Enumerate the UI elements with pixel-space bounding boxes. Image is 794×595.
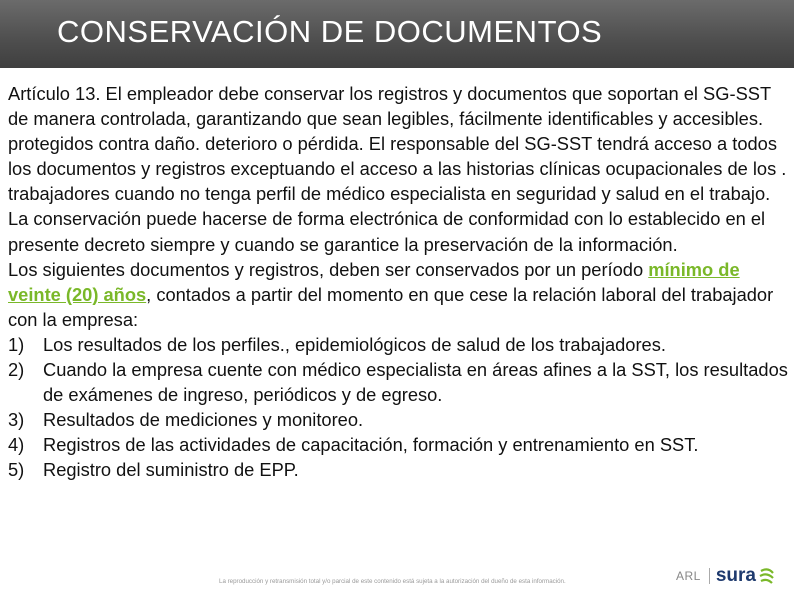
list-item (8, 407, 788, 432)
paragraph-article-13: Artículo 13. El empleador debe conservar los registros y documentos que soportan el SG-SST de manera controlada, garantizando que sean legibles, fácilmente identificables y accesibles. protegidos contra daño. deterioro o pérdida. El responsable del SG-SST tendrá acceso a todos los documentos y registros exceptuando el acceso a las historias clínicas ocupacionales de los . trabajadores cuando no tenga perfil de médico especialista en seguridad y salud en el trabajo. (8, 83, 787, 205)
retention-outro: , contados a partir del momento en que cese la relación laboral del trabajador con la empresa: (8, 283, 774, 330)
list-item (8, 432, 788, 457)
retention-intro: Los siguientes documentos y registros, deben ser conservados por un período (8, 258, 649, 280)
list-item-number: 3) (8, 409, 25, 431)
list-item-text: Cuando la empresa cuente con médico especialista en áreas afines a la SST, los resultados de exámenes de ingreso, periódicos y de egreso. (43, 359, 788, 406)
page-title: CONSERVACIÓN DE DOCUMENTOS (57, 14, 603, 49)
logo-sura-text: sura (715, 565, 756, 586)
slide-body (8, 81, 788, 483)
list-item-text: Registros de las actividades de capacitación, formación y entrenamiento en SST. (43, 434, 699, 456)
list-item-number: 2) (8, 359, 25, 381)
list-item-text: Resultados de mediciones y monitoreo. (43, 409, 364, 431)
logo-arl-text: ARL (676, 569, 701, 583)
paragraph-retention-period (8, 257, 788, 332)
title-bar (0, 0, 794, 68)
sura-swoosh-icon (759, 567, 775, 585)
list-item (8, 457, 788, 482)
logo-divider (709, 568, 710, 584)
copyright-note: La reproducción y retransmisión total y/o parcial de este contenido está sujeta a la autorización del dueño de esta información. (219, 578, 566, 585)
list-item-number: 4) (8, 434, 25, 456)
list-item-text: Registro del suministro de EPP. (43, 459, 299, 481)
list-item-number: 5) (8, 459, 25, 481)
paragraph-electronic-conservation: La conservación puede hacerse de forma electrónica de conformidad con lo establecido en el presente decreto siempre y cuando se garantice la preservación de la información. (8, 208, 766, 255)
arl-sura-logo (676, 564, 775, 588)
list-item (8, 332, 788, 357)
list-item-text: Los resultados de los perfiles., epidemiológicos de salud de los trabajadores. (43, 333, 666, 355)
retention-period-highlight: mínimo de veinte (20) años (8, 258, 740, 305)
list-item-number: 1) (8, 333, 25, 355)
list-item (8, 357, 788, 407)
documents-list (8, 332, 788, 483)
